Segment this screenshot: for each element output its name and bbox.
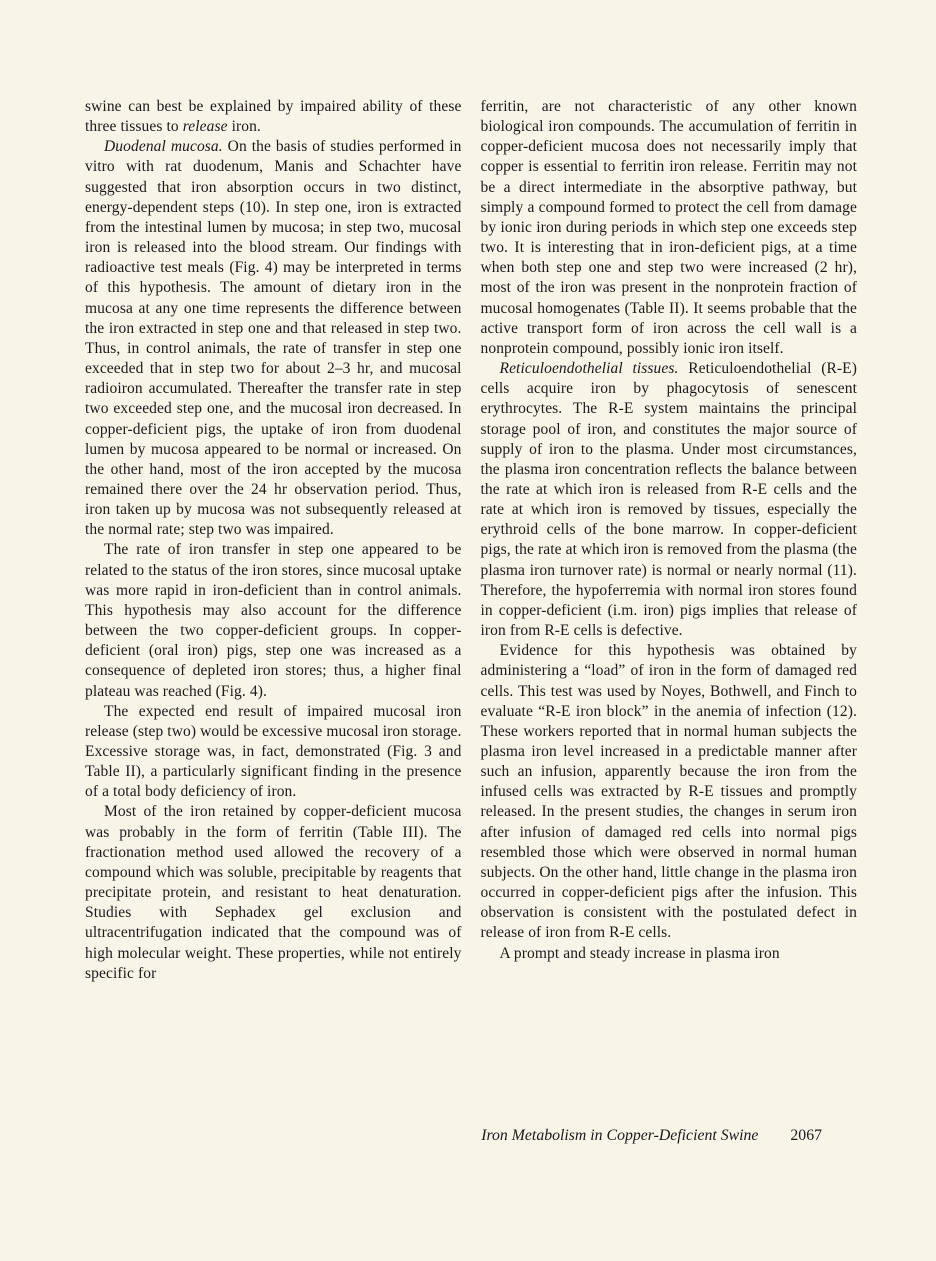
body-text: swine can best be explained by impaired ability of these three tissues to xyxy=(85,98,462,136)
page-footer xyxy=(481,1127,822,1145)
italic-text: release xyxy=(182,118,228,136)
body-text: iron. xyxy=(227,118,261,136)
body-text: Most of the iron retained by copper-deficient mucosa was probably in the form of ferritin (Table III). The fractionation method used allowed the recovery of a compound which was soluble, precipitable by reagents that precipitate protein, and resistant to heat denaturation. Studies with Sephadex gel exclusion and ultracentrifugation indicated that the compound was of high molecular weight. These properties, while not entirely specific for xyxy=(85,803,462,982)
page-number: 2067 xyxy=(790,1127,822,1144)
paragraph xyxy=(481,944,858,964)
paragraph xyxy=(85,540,462,701)
right-column xyxy=(481,97,858,984)
paragraph xyxy=(85,97,462,137)
body-text: The rate of iron transfer in step one appeared to be related to the status of the iron stores, since mucosal uptake was more rapid in iron-deficient than in control animals. This hypothesis may also account for the difference between the two copper-deficient groups. In copper-deficient (oral iron) pigs, step one was increased as a consequence of depleted iron stores; thus, a higher final plateau was reached (Fig. 4). xyxy=(85,541,462,700)
paragraph xyxy=(85,702,462,803)
body-text: On the basis of studies performed in vitro with rat duodenum, Manis and Schachter have suggested that iron absorption occurs in two distinct, energy-dependent steps (10). In step one, iron is extracted from the intestinal lumen by mucosa; in step two, mucosal iron is released into the blood stream. Our findings with radioactive test meals (Fig. 4) may be interpreted in terms of this hypothesis. The amount of dietary iron in the mucosa at any one time represents the difference between the iron extracted in step one and that released in step two. Thus, in control animals, the rate of transfer in step one exceeded that in step two for about 2–3 hr, and mucosal radioiron accumulated. Thereafter the transfer rate in step two exceeded step one, and the mucosal iron decreased. In copper-deficient pigs, the uptake of iron from duodenal lumen by mucosa appeared to be normal or increased. On the other hand, most of the iron accepted by the mucosa remained there over the 24 hr observation period. Thus, iron taken up by mucosa was not subsequently released at the normal rate; step two was impaired. xyxy=(85,138,462,539)
paragraph xyxy=(85,137,462,540)
body-text: ferritin, are not characteristic of any other known biological iron compounds. The accumulation of ferritin in copper-deficient mucosa does not necessarily imply that copper is essential to ferritin iron release. Ferritin may not be a direct intermediate in the absorptive pathway, but simply a compound formed to protect the cell from damage by ionic iron during periods in which step one exceeds step two. It is interesting that in iron-deficient pigs, at a time when both step one and step two were increased (2 hr), most of the iron was present in the nonprotein fraction of mucosal homogenates (Table II). It seems probable that the active transport form of iron across the cell wall is a nonprotein compound, possibly ionic iron itself. xyxy=(480,98,857,357)
left-column xyxy=(85,97,462,984)
body-text: Evidence for this hypothesis was obtained by administering a “load” of iron in the form of damaged red cells. This test was used by Noyes, Bothwell, and Finch to evaluate “R-E iron block” in the anemia of infection (12). These workers reported that in normal human subjects the plasma iron level increased in a predictable manner after such an infusion, apparently because the iron from the infused cells was extracted by R-E tissues and promptly released. In the present studies, the changes in serum iron after infusion of damaged red cells into normal pigs resembled those which were observed in normal human subjects. On the other hand, little change in the plasma iron occurred in copper-deficient pigs after the infusion. This observation is consistent with the postulated defect in release of iron from R-E cells. xyxy=(480,642,857,942)
body-text: A prompt and steady increase in plasma iron xyxy=(499,944,780,962)
italic-text: Reticuloendothelial tissues. xyxy=(499,360,679,378)
paragraph xyxy=(85,802,462,983)
text-body xyxy=(85,97,857,984)
paragraph xyxy=(481,97,858,359)
italic-text: Duodenal mucosa. xyxy=(104,138,223,156)
body-text: The expected end result of impaired mucosal iron release (step two) would be excessive mucosal iron storage. Excessive storage was, in fact, demonstrated (Fig. 3 and Table II), a particularly significant finding in the presence of a total body deficiency of iron. xyxy=(85,702,462,801)
body-text: Reticuloendothelial (R-E) cells acquire iron by phagocytosis of senescent erythrocytes. The R-E system maintains the principal storage pool of iron, and constitutes the major source of supply of iron to the plasma. Under most circumstances, the plasma iron concentration reflects the balance between the rate at which iron is released from R-E cells and the rate at which iron is removed by tissues, especially the erythroid cells of the bone marrow. In copper-deficient pigs, the rate at which iron is removed from the plasma (the plasma iron turnover rate) is normal or nearly normal (11). Therefore, the hypoferremia with normal iron stores found in copper-deficient (i.m. iron) pigs implies that release of iron from R-E cells is defective. xyxy=(480,360,857,640)
paragraph xyxy=(481,641,858,943)
running-title: Iron Metabolism in Copper-Deficient Swine xyxy=(481,1127,759,1144)
paragraph xyxy=(481,359,858,641)
